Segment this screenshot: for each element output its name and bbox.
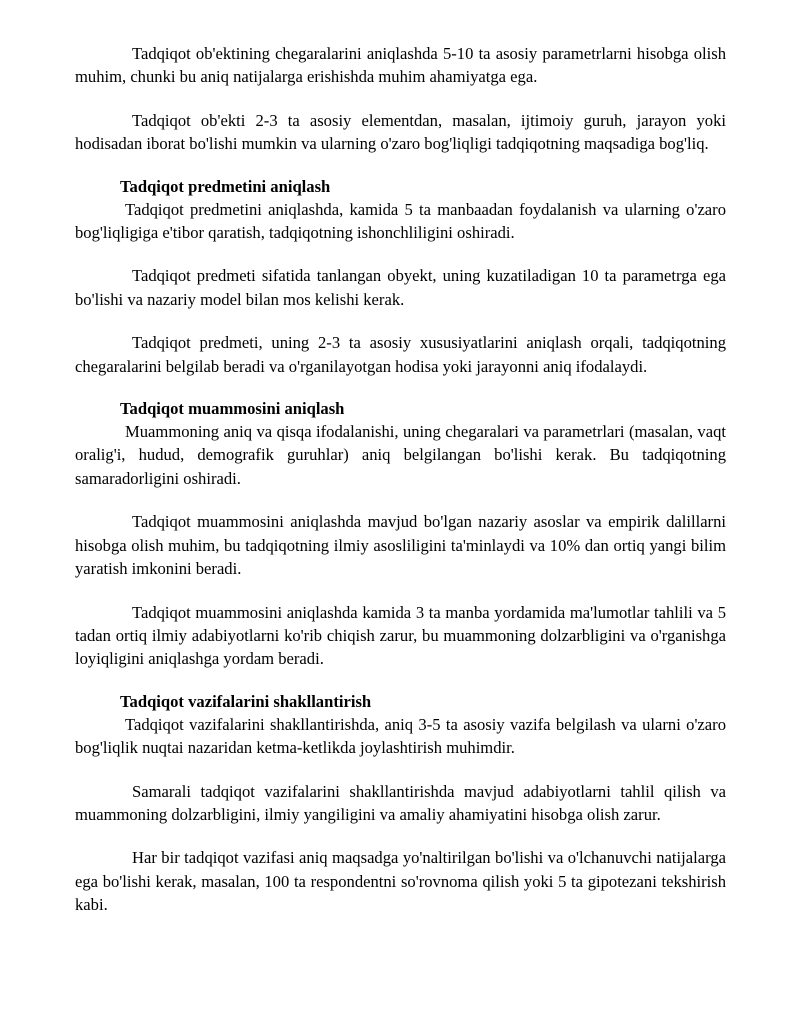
document-page [75,42,726,937]
paragraph: Tadqiqot predmetini aniqlashda, kamida 5 ta manbaadan foydalanish va ularning o'zaro bog'liqligiga e'tibor qaratish, tadqiqotning ishonchliligini oshiradi. [75,199,726,243]
paragraph: Tadqiqot predmeti sifatida tanlangan obyekt, uning kuzatiladigan 10 ta parametrga ega bo'lishi va nazariy model bilan mos kelishi kerak. [75,266,726,309]
section-heading: Tadqiqot predmetini aniqlash [120,176,331,196]
section-heading: Tadqiqot vazifalarini shakllantirish [120,691,372,711]
paragraph: Muammoning aniq va qisqa ifodalanishi, uning chegaralari va parametrlari (masalan, vaqt oralig'i, hudud, demografik guruhlar) aniq belgilangan bo'lishi kerak. Bu tadqiqotning samaradorligini oshiradi. [75,422,726,488]
paragraph: Tadqiqot muammosini aniqlashda kamida 3 ta manba yordamida ma'lumotlar tahlili va 5 tadan ortiq ilmiy adabiyotlarni ko'rib chiqish zarur, bu muammoning dolzarbligini va o'rganishga loyiqligini aniqlashga yordam beradi. [75,602,726,669]
section-heading: Tadqiqot muammosini aniqlash [120,399,345,419]
paragraph: Tadqiqot predmeti, uning 2-3 ta asosiy xususiyatlarini aniqlash orqali, tadqiqotning chegaralarini belgilab beradi va o'rganilayotgan hodisa yoki jarayonni aniq ifodalaydi. [75,333,726,376]
paragraph: Tadqiqot ob'ekti 2-3 ta asosiy elementdan, masalan, ijtimoiy guruh, jarayon yoki hodisadan iborat bo'lishi mumkin va ularning o'zaro bog'liqligi tadqiqotning maqsadiga bog'liq. [75,110,726,154]
paragraph: Tadqiqot muammosini aniqlashda mavjud bo'lgan nazariy asoslar va empirik dalillarni hisobga olish muhim, bu tadqiqotning ilmiy asosliligini ta'minlaydi va 10% dan ortiq yangi bilim yaratish imkonini beradi. [75,512,726,579]
paragraph: Tadqiqot vazifalarini shakllantirishda, aniq 3-5 ta asosiy vazifa belgilash va ularni o'zaro bog'liqlik nuqtai nazaridan ketma-ketlikda joylashtirish muhimdir. [75,714,726,758]
paragraph: Tadqiqot ob'ektining chegaralarini aniqlashda 5-10 ta asosiy parametrlarni hisobga olish muhim, chunki bu aniq natijalarga erishishda muhim ahamiyatga ega. [75,44,726,87]
paragraph: Har bir tadqiqot vazifasi aniq maqsadga yo'naltirilgan bo'lishi va o'lchanuvchi natijalarga ega bo'lishi kerak, masalan, 100 ta respondentni so'rovnoma qilish yoki 5 ta gipotezani tekshirish kabi. [75,848,726,915]
paragraph: Samarali tadqiqot vazifalarini shakllantirishda mavjud adabiyotlarni tahlil qilish va muammoning dolzarbligini, ilmiy yangiligini va amaliy ahamiyatini hisobga olish zarur. [75,781,726,824]
